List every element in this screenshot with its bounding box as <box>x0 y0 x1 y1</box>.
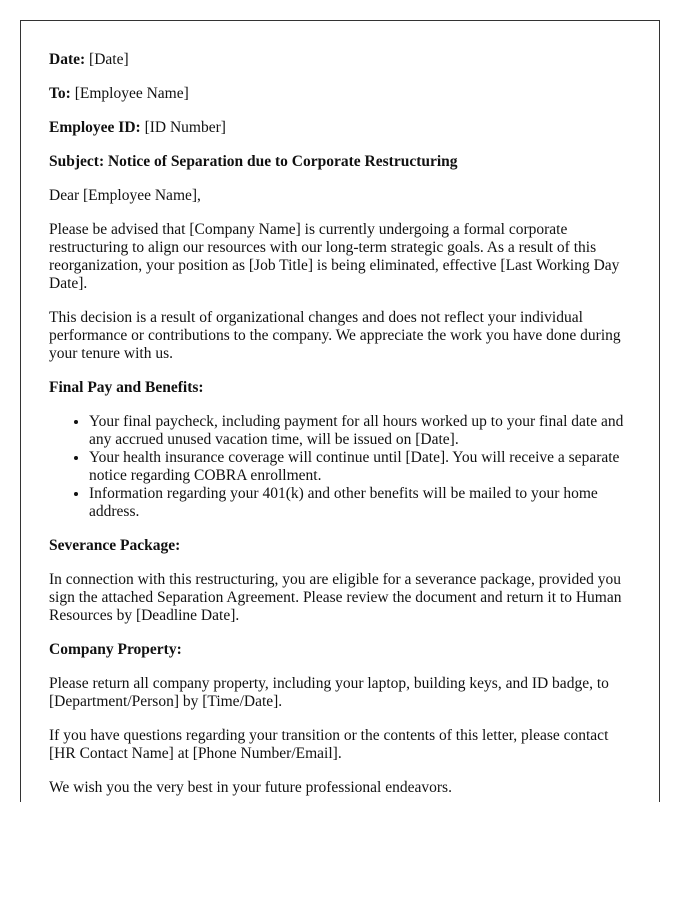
severance-paragraph: In connection with this restructuring, you are eligible for a severance package, provided you sign the attached Separation Agreement. Please review the document and return it to Human Resources by [Deadline Date]. <box>49 571 622 624</box>
contact-paragraph: If you have questions regarding your transition or the contents of this letter, please contact [HR Contact Name] at [Phone Number/Email]. <box>49 727 609 762</box>
list-item: • Your health insurance coverage will continue until [Date]. You will receive a separate notice regarding COBRA enrollment. <box>89 449 631 485</box>
employee-id-line <box>49 119 631 137</box>
separation-letter <box>20 20 660 802</box>
to-line <box>49 85 631 103</box>
decision-paragraph: This decision is a result of organizational changes and does not reflect your individual performance or contributions to the company. We appreciate the work you have done during your tenure with us. <box>49 309 621 362</box>
to-value: [Employee Name] <box>70 85 189 102</box>
intro-paragraph: Please be advised that [Company Name] is currently undergoing a formal corporate restructuring to align our resources with our long-term strategic goals. As a result of this reorganization, your position as [Job Title] is being eliminated, effective [Last Working Day Date]. <box>49 221 620 292</box>
subject-line: Subject: Notice of Separation due to Corporate Restructuring <box>49 153 458 170</box>
date-line <box>49 51 631 69</box>
severance-heading: Severance Package: <box>49 537 181 554</box>
date-value: [Date] <box>85 51 129 68</box>
date-label: Date: <box>49 51 86 68</box>
final-pay-list <box>49 413 631 521</box>
company-property-heading: Company Property: <box>49 641 182 658</box>
to-label: To: <box>49 85 71 102</box>
closing-wishes: We wish you the very best in your future professional endeavors. <box>49 779 452 796</box>
list-item: • Your final paycheck, including payment for all hours worked up to your final date and any accrued unused vacation time, will be issued on [Date]. <box>89 413 631 449</box>
employee-id-label: Employee ID: <box>49 119 141 136</box>
employee-id-value: [ID Number] <box>140 119 226 136</box>
company-property-paragraph: Please return all company property, including your laptop, building keys, and ID badge, to [Department/Person] by [Time/Date]. <box>49 675 609 710</box>
list-item: • Information regarding your 401(k) and other benefits will be mailed to your home address. <box>89 485 631 521</box>
final-pay-heading: Final Pay and Benefits: <box>49 379 204 396</box>
salutation: Dear [Employee Name], <box>49 187 201 204</box>
